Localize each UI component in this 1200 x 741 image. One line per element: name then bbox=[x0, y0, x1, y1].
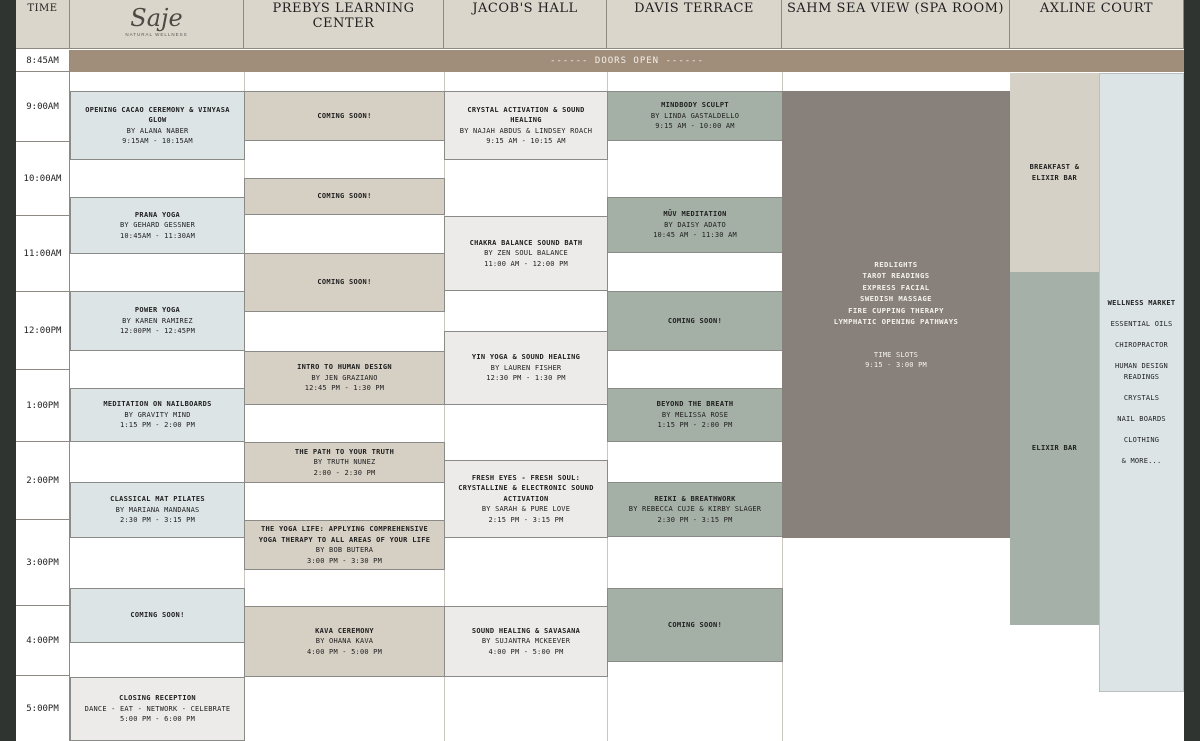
event-card[interactable] bbox=[244, 253, 445, 312]
market-item: HUMAN DESIGN READINGS bbox=[1115, 362, 1168, 381]
event-title: SOUND HEALING & SAVASANA bbox=[471, 626, 581, 635]
event-title: MEDITATION ON NAILBOARDS bbox=[103, 400, 212, 409]
event-title: CLASSICAL MAT PILATES bbox=[110, 495, 205, 504]
event-time: 10:45 AM - 11:30 AM bbox=[653, 231, 737, 240]
event-title: CHAKRA BALANCE SOUND BATH bbox=[469, 238, 583, 247]
header-jacobs: JACOB'S HALL bbox=[444, 0, 607, 49]
spa-service: FIRE CUPPING THERAPY bbox=[848, 305, 944, 315]
event-card[interactable] bbox=[607, 91, 783, 141]
event-time: 9:15AM - 10:15AM bbox=[122, 137, 193, 145]
event-card[interactable] bbox=[244, 520, 445, 570]
time-label: 1:00PM bbox=[16, 370, 70, 442]
time-label: 11:00AM bbox=[16, 216, 70, 292]
event-card[interactable] bbox=[607, 197, 783, 253]
wellness-market-block[interactable] bbox=[1099, 73, 1184, 692]
event-host: DANCE - EAT - NETWORK - CELEBRATE bbox=[84, 704, 231, 713]
event-card[interactable] bbox=[607, 291, 783, 351]
event-time: 10:45AM - 11:30AM bbox=[119, 231, 196, 240]
event-host: BY NAJAH ABDUS & LINDSEY ROACH bbox=[459, 126, 593, 135]
event-host: BY REBECCA CUJE & KIRBY SLAGER bbox=[628, 505, 762, 514]
event-title: BEYOND THE BREATH bbox=[656, 400, 734, 409]
event-host: BY GRAVITY MIND bbox=[124, 410, 191, 419]
elixir-bar-block[interactable] bbox=[1010, 272, 1099, 625]
time-label: 9:00AM bbox=[16, 72, 70, 142]
header-prebys: PREBYS LEARNING CENTER bbox=[244, 0, 444, 49]
spa-service: TAROT READINGS bbox=[862, 271, 930, 280]
event-title: COMING SOON! bbox=[317, 111, 372, 120]
event-card[interactable] bbox=[444, 216, 608, 291]
spa-service: SWEDISH MASSAGE bbox=[860, 294, 932, 303]
market-title: WELLNESS MARKET bbox=[1107, 299, 1176, 307]
event-host: BY BOB BUTERA bbox=[315, 546, 374, 554]
event-title: THE YOGA LIFE: APPLYING COMPREHENSIVE YOGA THERAPY TO ALL AREAS OF YOUR LIFE bbox=[258, 525, 431, 544]
event-time: 12:00PM - 12:45PM bbox=[119, 327, 196, 336]
market-item: NAIL BOARDS bbox=[1117, 415, 1166, 423]
event-time: 9:15 AM - 10:00 AM bbox=[655, 122, 735, 131]
event-time: 4:00 PM - 5:00 PM bbox=[306, 647, 383, 656]
event-card[interactable] bbox=[444, 460, 608, 538]
market-item: CHIROPRACTOR bbox=[1115, 341, 1168, 349]
event-title: CRYSTAL ACTIVATION & SOUND HEALING bbox=[467, 105, 585, 124]
time-label: 5:00PM bbox=[16, 676, 70, 741]
event-title: OPENING CACAO CEREMONY & VINYASA GLOW bbox=[85, 105, 230, 124]
event-card[interactable] bbox=[244, 178, 445, 215]
header-davis: DAVIS TERRACE bbox=[607, 0, 782, 49]
event-schedule bbox=[16, 0, 1184, 741]
spa-slots-label: TIME SLOTS bbox=[873, 350, 919, 359]
event-host: BY LINDA GASTALDELLO bbox=[650, 111, 740, 120]
event-host: BY SARAH & PURE LOVE bbox=[481, 505, 571, 514]
event-title: COMING SOON! bbox=[667, 620, 723, 629]
event-card[interactable] bbox=[70, 677, 245, 741]
event-host: BY KAREN RAMIREZ bbox=[122, 316, 193, 325]
event-card[interactable] bbox=[70, 291, 245, 351]
breakfast-bar-block[interactable] bbox=[1010, 73, 1099, 272]
event-title: COMING SOON! bbox=[317, 192, 372, 201]
header-sahm: SAHM SEA VIEW (SPA ROOM) bbox=[782, 0, 1010, 49]
event-host: BY ALANA NABER bbox=[126, 126, 189, 135]
event-card[interactable] bbox=[444, 91, 608, 160]
event-title: POWER YOGA bbox=[134, 306, 181, 315]
event-host: BY LAUREN FISHER bbox=[490, 363, 562, 372]
time-label: 3:00PM bbox=[16, 520, 70, 606]
event-time: 2:30 PM - 3:15 PM bbox=[119, 516, 196, 525]
event-time: 12:45 PM - 1:30 PM bbox=[304, 384, 385, 393]
market-item: CLOTHING bbox=[1123, 436, 1160, 444]
event-card[interactable] bbox=[70, 197, 245, 254]
event-host: BY JEN GRAZIANO bbox=[311, 373, 378, 382]
event-time: 1:15 PM - 2:00 PM bbox=[657, 421, 733, 430]
event-title: KAVA CEREMONY bbox=[315, 626, 374, 635]
spa-slots-time: 9:15 - 3:00 PM bbox=[865, 361, 927, 369]
event-card[interactable] bbox=[70, 388, 245, 442]
event-title: COMING SOON! bbox=[317, 278, 372, 287]
event-host: BY MARIANA MANDANAS bbox=[115, 505, 200, 514]
event-card[interactable] bbox=[244, 351, 445, 405]
event-card[interactable] bbox=[244, 91, 445, 141]
spa-service: LYMPHATIC OPENING PATHWAYS bbox=[833, 317, 959, 326]
event-title: COMING SOON! bbox=[130, 611, 185, 620]
header-time: TIME bbox=[16, 0, 70, 49]
market-item: & MORE... bbox=[1121, 457, 1162, 465]
event-card[interactable] bbox=[244, 606, 445, 677]
event-card[interactable] bbox=[244, 442, 445, 483]
time-label: 12:00PM bbox=[16, 292, 70, 370]
header-axline: AXLINE COURT bbox=[1010, 0, 1184, 49]
event-card[interactable] bbox=[607, 482, 783, 537]
event-title: MINDBODY SCULPT bbox=[661, 101, 729, 110]
time-label: 10:00AM bbox=[16, 142, 70, 216]
event-host: BY OHANA KAVA bbox=[315, 637, 374, 646]
event-time: 2:15 PM - 3:15 PM bbox=[488, 515, 564, 524]
event-host: BY SUJANTRA MCKEEVER bbox=[481, 637, 571, 646]
event-time: 9:15 AM - 10:15 AM bbox=[486, 137, 566, 145]
event-card[interactable] bbox=[607, 388, 783, 442]
event-host: BY MELISSA ROSE bbox=[661, 410, 729, 419]
time-label: 4:00PM bbox=[16, 606, 70, 676]
spa-service: EXPRESS FACIAL bbox=[862, 282, 930, 292]
event-host: BY GEHARD GESSNER bbox=[119, 221, 196, 230]
event-time: 5:00 PM - 6:00 PM bbox=[119, 715, 196, 724]
event-host: BY ZEN SOUL BALANCE bbox=[484, 249, 568, 258]
time-label: 8:45AM bbox=[16, 50, 70, 72]
event-title: FRESH EYES - FRESH SOUL: CRYSTALLINE & ELECTRONIC SOUND ACTIVATION bbox=[458, 473, 594, 503]
spa-services-block[interactable] bbox=[782, 91, 1010, 538]
event-title: YIN YOGA & SOUND HEALING bbox=[471, 353, 581, 362]
event-title: THE PATH TO YOUR TRUTH bbox=[294, 447, 395, 456]
event-host: BY TRUTH NUNEZ bbox=[313, 458, 376, 467]
event-card[interactable] bbox=[444, 331, 608, 405]
event-time: 3:00 PM - 3:30 PM bbox=[306, 556, 383, 565]
event-card[interactable] bbox=[70, 91, 245, 160]
event-time: 1:15 PM - 2:00 PM bbox=[119, 421, 196, 430]
event-title: BREAKFAST & ELIXIR BAR bbox=[1029, 163, 1080, 182]
spa-service: REDLIGHTS bbox=[874, 259, 918, 269]
event-title: REIKI & BREATHWORK bbox=[654, 494, 736, 503]
event-title: CLOSING RECEPTION bbox=[119, 694, 196, 703]
market-item: ESSENTIAL OILS bbox=[1110, 320, 1173, 328]
time-label: 2:00PM bbox=[16, 442, 70, 520]
event-title: INTRO TO HUMAN DESIGN bbox=[297, 363, 392, 372]
logo-wordmark: Saje bbox=[130, 4, 183, 32]
logo-tagline: NATURAL WELLNESS bbox=[125, 32, 188, 37]
event-time: 2:00 - 2:30 PM bbox=[313, 468, 376, 477]
market-item: CRYSTALS bbox=[1123, 394, 1160, 402]
event-time: 11:00 AM - 12:00 PM bbox=[484, 259, 568, 268]
event-time: 4:00 PM - 5:00 PM bbox=[488, 647, 564, 656]
event-time: 2:30 PM - 3:15 PM bbox=[657, 515, 733, 524]
event-title: ELIXIR BAR bbox=[1031, 444, 1078, 453]
event-title: PRANA YOGA bbox=[134, 210, 181, 219]
saje-logo bbox=[70, 0, 244, 49]
event-host: BY DAISY ADATO bbox=[664, 220, 726, 229]
event-title: COMING SOON! bbox=[667, 316, 723, 325]
event-card[interactable] bbox=[70, 588, 245, 643]
event-card[interactable] bbox=[444, 606, 608, 677]
event-card[interactable] bbox=[70, 482, 245, 538]
event-title: MÜV MEDITATION bbox=[663, 210, 727, 219]
event-card[interactable] bbox=[607, 588, 783, 662]
event-time: 12:30 PM - 1:30 PM bbox=[486, 374, 566, 383]
doors-open-bar: ------ DOORS OPEN ------ bbox=[70, 50, 1184, 72]
